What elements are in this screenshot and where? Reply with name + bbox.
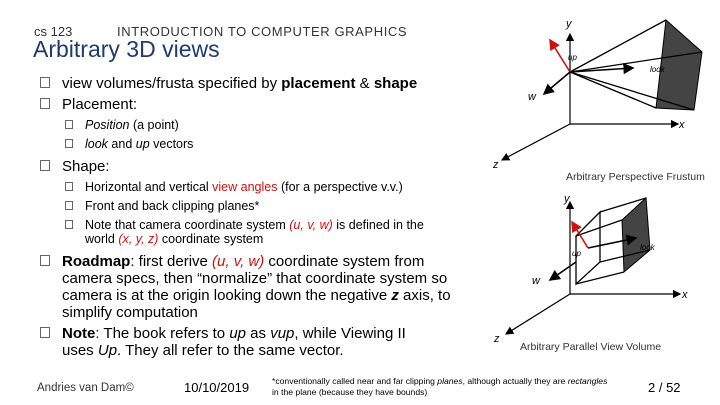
bullet-marker bbox=[65, 201, 73, 210]
footer-author: Andries van Dam© bbox=[37, 382, 134, 394]
perspective-frustum-figure bbox=[488, 12, 708, 190]
bullet-marker bbox=[40, 98, 50, 109]
label-x: x bbox=[679, 119, 685, 131]
slide-title: Arbitrary 3D views bbox=[33, 36, 220, 62]
bullet-marker bbox=[40, 160, 50, 171]
footer-date: 10/10/2019 bbox=[184, 380, 250, 395]
sub-bullet-clipping-planes: Front and back clipping planes* bbox=[85, 199, 259, 213]
w-vector bbox=[550, 262, 576, 280]
label-w: w bbox=[532, 275, 540, 287]
z-axis bbox=[502, 124, 570, 160]
label-y: y bbox=[564, 193, 570, 205]
up-vector bbox=[550, 40, 570, 72]
bullet-shape: Shape: bbox=[62, 158, 110, 175]
w-vector bbox=[544, 72, 570, 94]
label-look: look bbox=[640, 243, 655, 252]
label-up: up bbox=[568, 53, 577, 62]
page-number: 2 / 52 bbox=[648, 380, 681, 395]
parallel-view-volume-figure bbox=[488, 192, 708, 360]
sub-bullet-look-up: look and up vectors bbox=[85, 137, 193, 151]
figure-caption: Arbitrary Parallel View Volume bbox=[520, 341, 662, 353]
bullet-marker bbox=[65, 120, 73, 129]
bullet-view-volumes: view volumes/frusta specified by placement & shape bbox=[62, 75, 417, 92]
label-up: up bbox=[572, 249, 581, 258]
bullet-note: Note: The book refers to up as vup, while Viewing II uses Up. They all refer to the same vector. bbox=[62, 325, 482, 359]
sub-bullet-view-angles: Horizontal and vertical view angles (for a perspective v.v.) bbox=[85, 180, 403, 194]
sub-bullet-position: Position (a point) bbox=[85, 118, 179, 132]
label-y: y bbox=[566, 18, 572, 30]
label-z: z bbox=[494, 333, 500, 345]
label-w: w bbox=[528, 91, 536, 103]
figure-caption: Arbitrary Perspective Frustum bbox=[566, 171, 705, 183]
course-number: cs 123 bbox=[34, 24, 73, 39]
bullet-marker bbox=[40, 255, 50, 266]
bullet-marker bbox=[65, 220, 73, 229]
course-title: INTRODUCTION TO COMPUTER GRAPHICS bbox=[117, 24, 408, 39]
bullet-roadmap: Roadmap: first derive (u, v, w) coordinate system from camera specs, then “normalize” that coordinate system so camera is at the origin looking down the negative z axis, to simplify computation bbox=[62, 253, 482, 321]
frustum-edge bbox=[570, 72, 656, 108]
sub-bullet-camera-coords: Note that camera coordinate system (u, v, w) is defined in the world (x, y, z) coordinate system bbox=[85, 218, 475, 246]
bullet-marker bbox=[40, 327, 50, 338]
volume-edge bbox=[576, 220, 622, 236]
bullet-marker bbox=[40, 77, 50, 88]
z-axis bbox=[506, 294, 570, 334]
footnote: *conventionally called near and far clipping planes, although actually they are rectangles in the plane (because they have bounds) bbox=[272, 376, 608, 397]
label-look: look bbox=[650, 65, 665, 74]
back-face bbox=[622, 198, 650, 272]
label-z: z bbox=[493, 159, 499, 171]
bullet-marker bbox=[65, 139, 73, 148]
bullet-marker bbox=[65, 182, 73, 191]
label-x: x bbox=[682, 289, 688, 301]
bullet-placement: Placement: bbox=[62, 96, 137, 113]
